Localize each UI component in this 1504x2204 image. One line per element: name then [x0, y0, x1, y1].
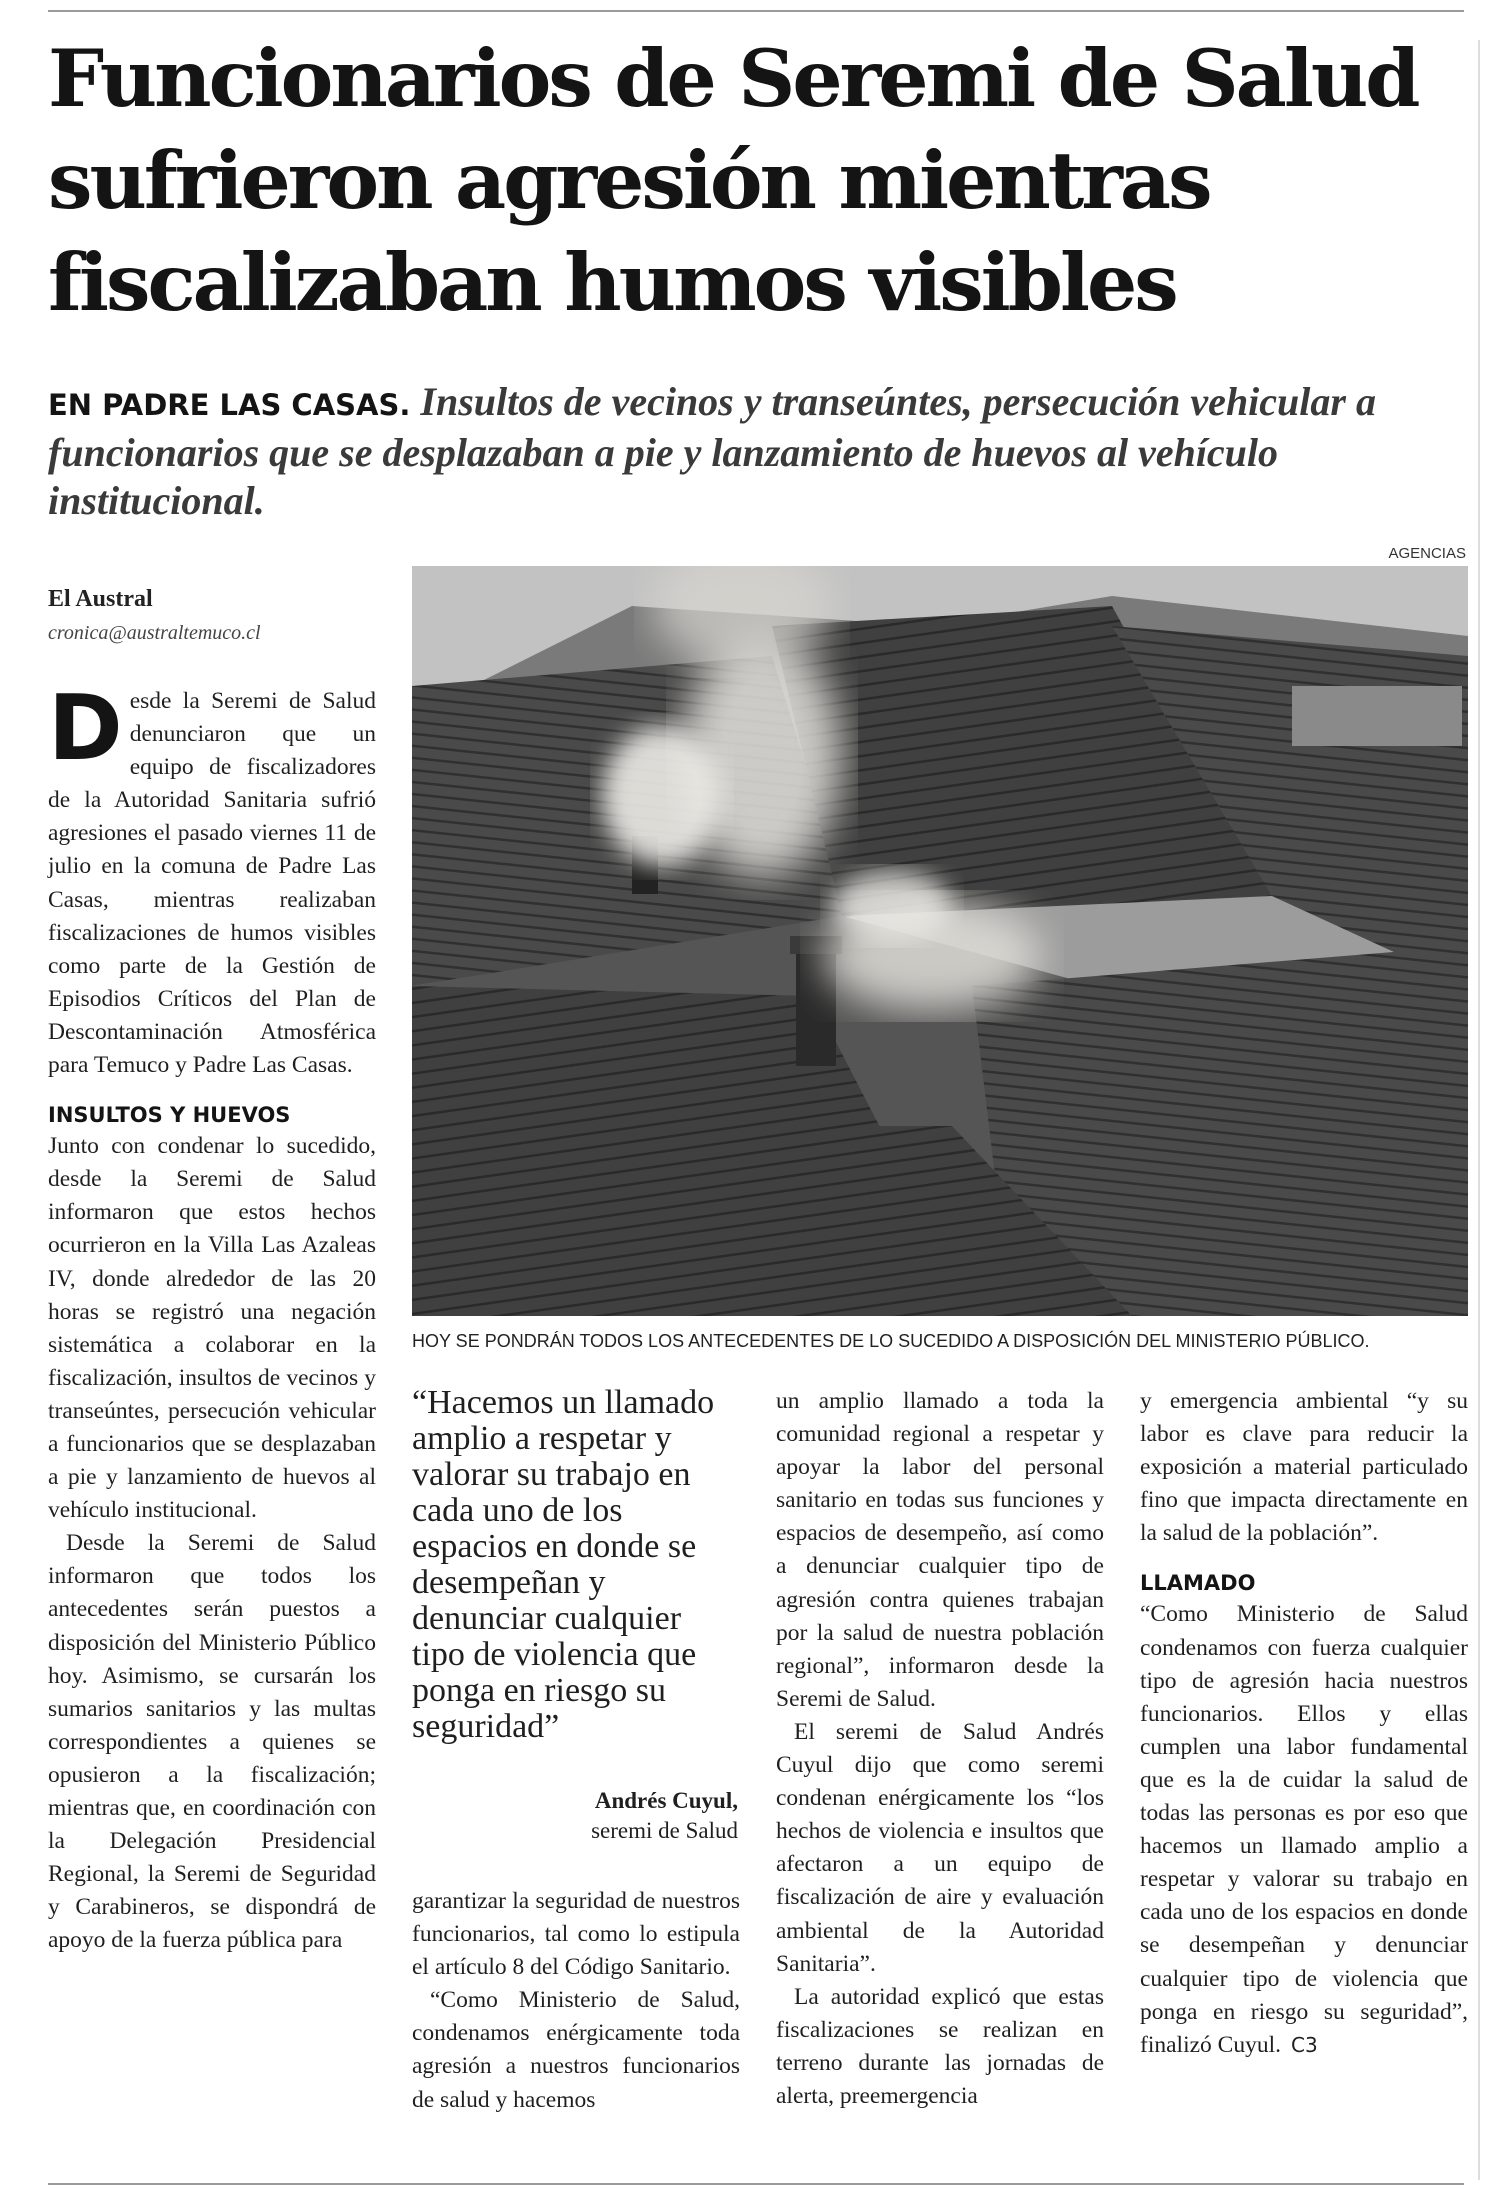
article-column-1: [48, 676, 376, 1957]
rooftops-smoke-photo: [412, 566, 1468, 1316]
article-column-3: [776, 1385, 1104, 2113]
article-paragraph: Junto con condenar lo sucedido, desde la Seremi de Salud informaron que estos hechos ocurrieron en la Villa Las Azaleas IV, donde alrededor de las 20 horas se registró una negación sistemática a colaborar en la fiscalización, insultos de vecinos y transeúntes, persecución vehicular a funcionarios que se desplazaban a pie y lanzamiento de huevos al vehículo institucional.: [48, 1133, 376, 1524]
deck-text: Insultos de vecinos y transeúntes, persecución vehicular a funcionarios que se desplazaban a pie y lanzamiento de huevos al vehículo institucional.: [48, 379, 1376, 523]
deck: [48, 378, 1468, 525]
article-paragraph: La autoridad explicó que estas fiscalizaciones se realizan en terreno durante las jornadas de alerta, preemergencia: [776, 1983, 1104, 2109]
article-column-4: [1140, 1385, 1468, 2062]
article-paragraph: El seremi de Salud Andrés Cuyul dijo que como seremi condenan enérgicamente los “los hechos de violencia e insultos que afectaron a un equipo de fiscalización de aire y evaluación ambiental de la Autoridad Sanitaria”.: [776, 1718, 1104, 1977]
column-edge-rule: [1478, 40, 1480, 2180]
article-paragraph-text: “Como Ministerio de Salud condenamos con fuerza cualquier tipo de agresión hacia nuestros funcionarios. Ellos y ellas cumplen una labor fundamental que es la de cuidar la salud de todas las personas es por eso que hacemos un llamado amplio a respetar y valorar su trabajo en cada uno de los espacios en donde se desempeñan y denunciar cualquier tipo de violencia que ponga en riesgo su seguridad”, finalizó Cuyul.: [1140, 1601, 1468, 2058]
photo-illustration: [412, 566, 1468, 1316]
end-mark: C3: [1290, 2032, 1318, 2057]
drop-cap: D: [48, 676, 123, 781]
article-paragraph-text: esde la Seremi de Salud denunciaron que un equipo de fiscalizadores de la Autoridad Sanitaria sufrió agresiones el pasado viernes 11 de julio en la comuna de Padre Las Casas, mientras realizaban fiscalizaciones de humos visibles como parte de la Gestión de Episodios Críticos del Plan de Descontaminación Atmosférica para Temuco y Padre Las Casas.: [48, 688, 376, 1079]
subhead-insultos: INSULTOS Y HUEVOS: [48, 1103, 291, 1128]
bottom-rule: [48, 2183, 1464, 2185]
headline: [48, 28, 1468, 334]
article-paragraph: Desde la Seremi de Salud informaron que todos los antecedentes serán puestos a disposición del Ministerio Público hoy. Asimismo, se cursarán los sumarios sanitarios y las multas correspondientes a quienes se opusieron a la fiscalización; mientras que, en coordinación con la Delegación Presidencial Regional, la Seremi de Seguridad y Carabineros, se dispondrá de apoyo de la fuerza pública para: [48, 1530, 376, 1954]
deck-kicker: EN PADRE LAS CASAS.: [48, 388, 411, 422]
byline-source: El Austral: [48, 586, 153, 612]
headline-line-2: sufrieron agresión mientras: [48, 134, 1210, 227]
photo-caption: HOY SE PONDRÁN TODOS LOS ANTECEDENTES DE LO SUCEDIDO A DISPOSICIÓN DEL MINISTERIO PÚBLICO.: [412, 1331, 1370, 1351]
byline-email: cronica@australtemuco.cl: [48, 622, 261, 644]
article-paragraph: garantizar la seguridad de nuestros funcionarios, tal como lo estipula el artículo 8 del Código Sanitario.: [412, 1888, 740, 1981]
article-paragraph: [1140, 1598, 1468, 2061]
pull-quote-attribution: [412, 1786, 738, 1846]
top-rule: [48, 10, 1464, 12]
pull-quote-author: Andrés Cuyul,: [594, 1788, 738, 1813]
subhead-llamado: LLAMADO: [1140, 1571, 1256, 1596]
article-column-2: [412, 1885, 740, 2117]
headline-line-1: Funcionarios de Seremi de Salud: [48, 32, 1418, 125]
article-paragraph: “Como Ministerio de Salud, condenamos enérgicamente toda agresión a nuestros funcionarios de salud y hacemos: [412, 1987, 740, 2113]
article-paragraph: y emergencia ambiental “y su labor es clave para reducir la exposición a material particulado fino que impacta directamente en la salud de la población”.: [1140, 1388, 1468, 1547]
photo-credit: AGENCIAS: [1388, 545, 1466, 562]
article-paragraph: [48, 676, 376, 1082]
pull-quote: “Hacemos un llamado amplio a respetar y valorar su trabajo en cada uno de los espacios en donde se desempeñan y denunciar cualquier tipo de violencia que ponga en riesgo su seguridad”: [412, 1384, 715, 1745]
pull-quote-role: seremi de Salud: [591, 1818, 738, 1843]
article-paragraph: un amplio llamado a toda la comunidad regional a respetar y apoyar la labor del personal sanitario en todas sus funciones y espacios de desempeño, así como a denunciar cualquier tipo de agresión contra quienes trabajan por la salud de nuestra población regional”, informaron desde la Seremi de Salud.: [776, 1388, 1104, 1712]
headline-line-3: fiscalizaban humos visibles: [48, 236, 1176, 329]
